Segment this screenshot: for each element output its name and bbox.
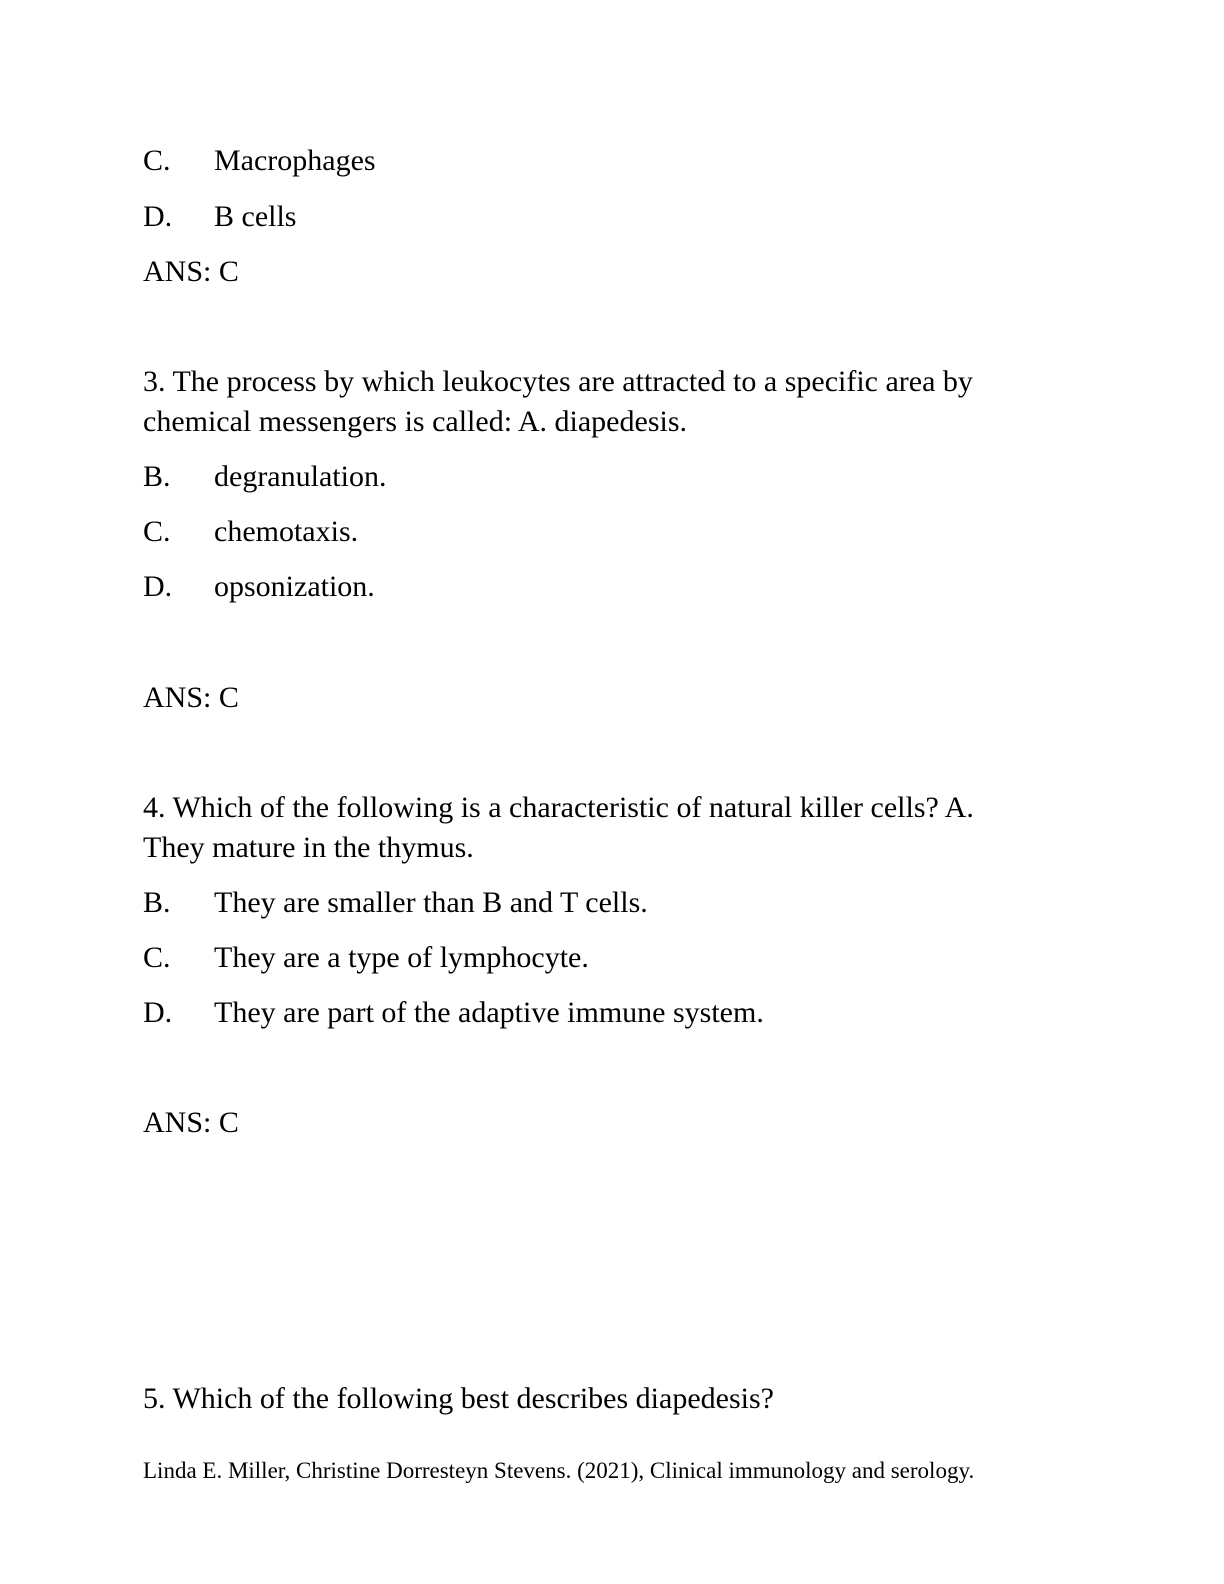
q2-option-c: [143, 141, 376, 181]
option-letter: D.: [143, 996, 173, 1029]
option-letter: C.: [143, 515, 171, 548]
option-text: They are part of the adaptive immune system.: [214, 996, 764, 1029]
q2-option-d: [143, 197, 297, 237]
option-text: B cells: [214, 200, 297, 233]
q3-option-d: [143, 567, 375, 607]
q2-answer: ANS: C: [143, 255, 239, 288]
option-letter: C.: [143, 144, 171, 177]
q4-stem-line-1: 4. Which of the following is a characteristic of natural killer cells? A.: [143, 791, 974, 824]
q4-option-c: [143, 938, 589, 978]
q3-option-b: [143, 457, 386, 497]
footer-citation: Linda E. Miller, Christine Dorresteyn Stevens. (2021), Clinical immunology and serology.: [143, 1458, 975, 1483]
option-letter: B.: [143, 460, 171, 493]
q3-stem-line-1: 3. The process by which leukocytes are attracted to a specific area by: [143, 365, 973, 398]
option-text: degranulation.: [214, 460, 387, 493]
q3-stem-line-2: chemical messengers is called: A. diapedesis.: [143, 405, 687, 438]
option-text: chemotaxis.: [214, 515, 359, 548]
q5-stem-line-1: 5. Which of the following best describes diapedesis?: [143, 1382, 774, 1415]
q4-option-d: [143, 993, 764, 1033]
q3-option-c: [143, 512, 358, 552]
option-text: Macrophages: [214, 144, 376, 177]
option-text: opsonization.: [214, 570, 375, 603]
option-letter: C.: [143, 941, 171, 974]
q3-answer: ANS: C: [143, 681, 239, 714]
option-letter: D.: [143, 200, 173, 233]
q4-option-b: [143, 883, 648, 923]
option-letter: D.: [143, 570, 173, 603]
option-letter: B.: [143, 886, 171, 919]
q4-answer: ANS: C: [143, 1106, 239, 1139]
q4-stem-line-2: They mature in the thymus.: [143, 831, 474, 864]
option-text: They are a type of lymphocyte.: [214, 941, 589, 974]
option-text: They are smaller than B and T cells.: [214, 886, 648, 919]
